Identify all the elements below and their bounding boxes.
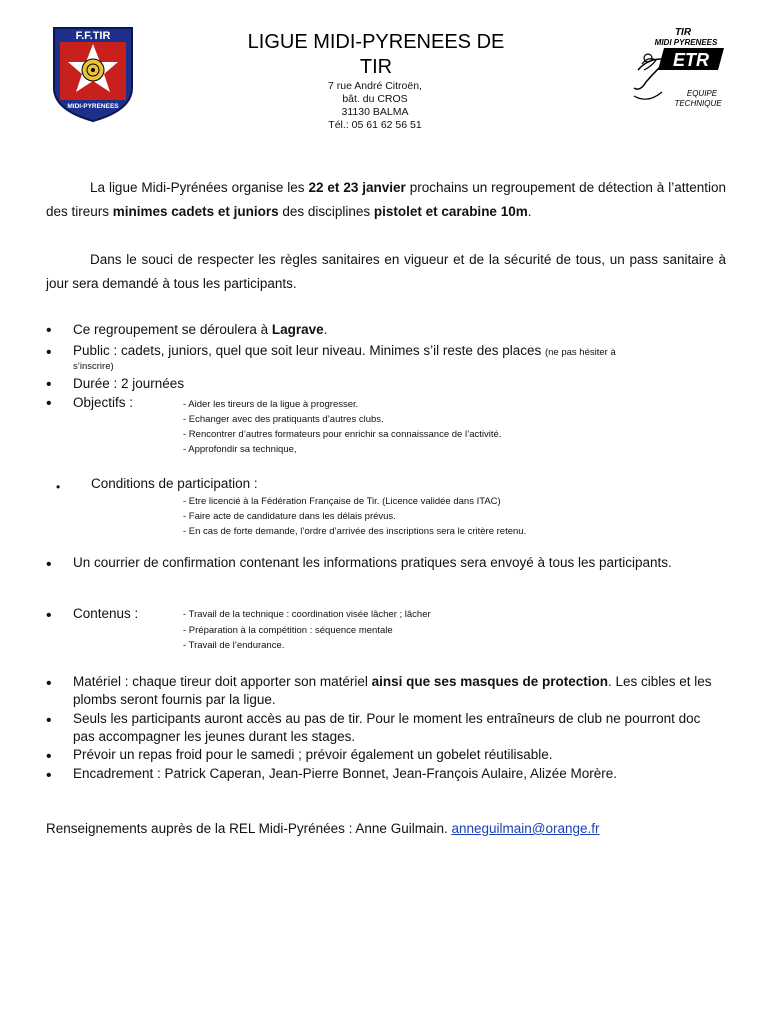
intro-text: La ligue Midi-Pyrénées organise les: [90, 180, 309, 195]
bullet-icon: •: [46, 322, 52, 339]
meal-item: Prévoir un repas froid pour le samedi ; prévoir également un gobelet réutilisable.: [73, 747, 553, 762]
address-line-2: bât. du CROS: [342, 93, 408, 105]
conditions-label: Conditions de participation :: [91, 476, 258, 491]
location-text: .: [323, 322, 328, 337]
league-title-line2: TIR: [359, 56, 393, 78]
content-1: - Travail de la technique : coordination visée lâcher ; lâcher: [183, 609, 431, 620]
event-dates: 22 et 23 janvier: [308, 180, 406, 195]
bullet-icon: •: [46, 767, 52, 784]
bullet-icon: •: [46, 607, 52, 624]
bullet-icon: •: [46, 712, 52, 729]
condition-3: - En cas de forte demande, l’ordre d’arrivée des inscriptions sera le critère retenu.: [183, 526, 527, 537]
address-line-3: 31130 BALMA: [341, 106, 409, 118]
objective-2: - Echanger avec des pratiquants d’autres clubs.: [183, 414, 384, 425]
intro-paragraph-1: [46, 176, 726, 224]
location-name: Lagrave: [271, 322, 324, 337]
staff-item: Encadrement : Patrick Caperan, Jean-Pierre Bonnet, Jean-François Aulaire, Alizée Morère.: [73, 766, 618, 781]
bullet-icon: •: [46, 675, 52, 692]
intro-text: .: [527, 204, 532, 219]
objectives-label: Objectifs :: [73, 395, 134, 410]
logo-right-top: TIR: [674, 27, 692, 38]
health-pass-text: Dans le souci de respecter les règles sanitaires en vigueur et de la sécurité de tous, un pass sanitaire à jour sera demandé à tous les participants.: [46, 252, 726, 291]
bullet-icon: •: [46, 556, 52, 573]
equipment-text: . Les cibles et les plombs seront fournis par la ligue.: [73, 674, 712, 707]
address-line-1: 7 rue André Citroën,: [328, 80, 422, 92]
intro-text: prochains un regroupement de détection à l’attention des tireurs: [46, 180, 726, 219]
contact-email-link[interactable]: anneguilmain@orange.fr: [451, 821, 600, 836]
logo-left-caption: MIDI-PYRENEES: [67, 103, 119, 110]
contents-label: Contenus :: [73, 606, 139, 621]
contact-text: Renseignements auprès de la REL Midi-Pyrénées : Anne Guilmain.: [46, 821, 452, 836]
condition-2: - Faire acte de candidature dans les délais prévus.: [183, 511, 396, 522]
bullet-icon: •: [56, 480, 61, 494]
logo-right-caption-1: EQUIPE: [686, 89, 718, 98]
content-3: - Travail de l’endurance.: [183, 640, 285, 651]
logo-right-caption-2: TECHNIQUE: [674, 99, 722, 108]
logo-right-mark: ETR: [673, 50, 709, 70]
public-note: (ne pas hésiter à: [544, 347, 616, 358]
location-item: [73, 321, 723, 339]
public-item: [73, 342, 723, 362]
location-text: Ce regroupement se déroulera à: [73, 322, 272, 337]
public-text: Public : cadets, juniors, quel que soit leur niveau. Minimes s’il reste des places: [73, 343, 545, 358]
logo-left-text: F.F.TIR: [75, 30, 111, 42]
condition-1: - Etre licencié à la Fédération Française de Tir. (Licence validée dans ITAC): [183, 496, 501, 507]
equipment-text: Matériel : chaque tireur doit apporter son matériel: [73, 674, 372, 689]
bullet-icon: •: [46, 748, 52, 765]
address-line-4: Tél.: 05 61 62 56 51: [328, 119, 422, 131]
duration-item: Durée : 2 journées: [73, 376, 185, 391]
ff-tir-shield-logo: [52, 26, 134, 122]
target-categories: minimes cadets et juniors: [112, 204, 279, 219]
public-note-cont: s’inscrire): [73, 361, 114, 372]
equipment-item: [73, 673, 713, 709]
intro-paragraph-2: [46, 248, 726, 296]
objective-4: - Approfondir sa technique,: [183, 444, 297, 455]
objective-3: - Rencontrer d’autres formateurs pour enrichir sa connaissance de l’activité.: [183, 429, 502, 440]
bullet-icon: •: [46, 344, 52, 361]
league-title-line1: LIGUE MIDI-PYRENEES DE: [247, 31, 505, 53]
bullet-icon: •: [46, 395, 52, 412]
objective-1: - Aider les tireurs de la ligue à progresser.: [183, 399, 359, 410]
bullet-icon: •: [46, 376, 52, 393]
logo-right-sub: MIDI PYRENEES: [654, 38, 718, 47]
access-item: Seuls les participants auront accès au pas de tir. Pour le moment les entraîneurs de club ne pourront doc pas accompagner les jeunes durant les stages.: [73, 711, 701, 744]
contact-line: [46, 820, 600, 838]
etr-team-logo: [628, 26, 728, 118]
confirmation-item: Un courrier de confirmation contenant les informations pratiques sera envoyé à tous les participants.: [73, 555, 672, 570]
content-2: - Préparation à la compétition : séquence mentale: [183, 625, 393, 636]
intro-text: des disciplines: [278, 204, 374, 219]
disciplines: pistolet et carabine 10m: [373, 204, 528, 219]
protection-masks: ainsi que ses masques de protection: [371, 674, 608, 689]
